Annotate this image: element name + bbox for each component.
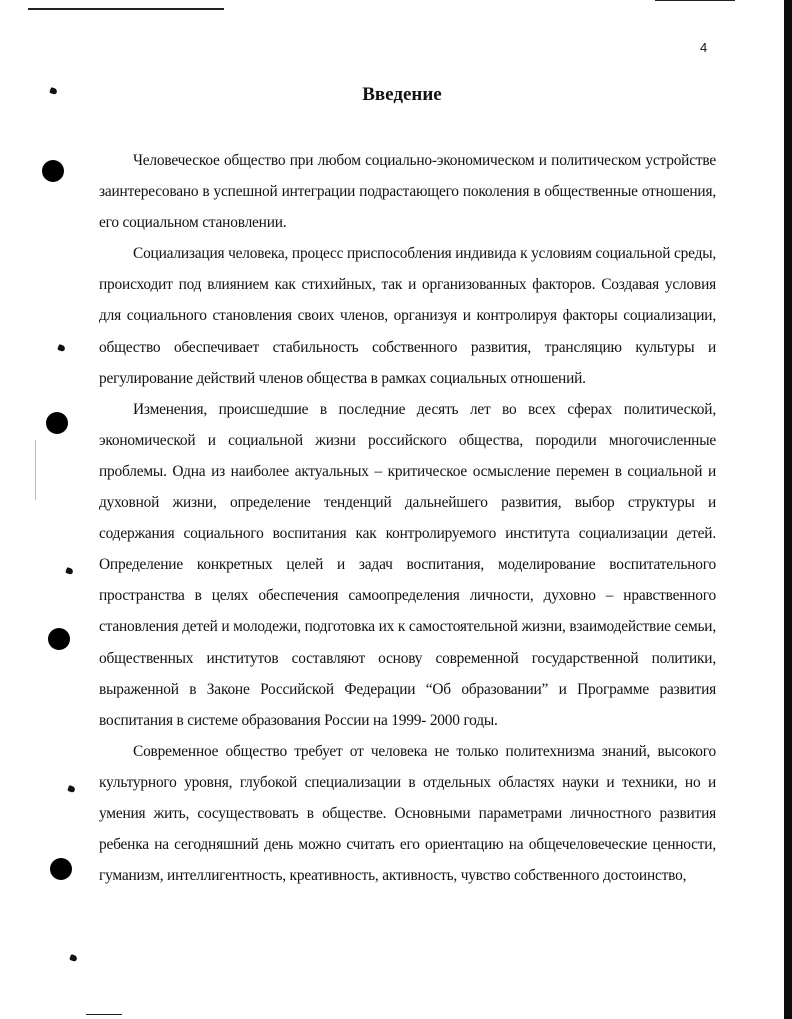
scan-artifact-margin-line (35, 440, 36, 500)
binding-speck (65, 567, 74, 575)
punch-hole (48, 628, 70, 650)
scan-artifact-top-left (28, 8, 224, 10)
punch-hole (42, 160, 64, 182)
paragraph: Социализация человека, процесс приспособления индивида к условиям социальной среды, происходит под влиянием как стихийных, так и организованных факторов. Создавая условия для социального становления своих членов, организуя и контролируя факторы социализации, общество обеспечивает стабильность собственного развития, трансляцию культуры и регулирование действий членов общества в рамках социальных отношений. (99, 245, 716, 387)
scan-artifact-bottom-left (86, 1014, 122, 1015)
paragraph: Изменения, происшедшие в последние десять лет во всех сферах политической, экономической и социальной жизни российского общества, породили многочисленные проблемы. Одна из наиболее актуальных – критическое осмысление перемен в социальной и духовной жизни, определение тенденций дальнейшего развития, выбор структуры и содержания социального воспитания как контролируемого института социализации детей. Определение конкретных целей и задач воспитания, моделирование воспитательного пространства в целях обеспечения самоопределения личности, духовно – нравственного становления детей и молодежи, подготовка их к самостоятельной жизни, взаимодействие семьи, общественных институтов составляют основу современной государственной политики, выраженной в Законе Российской Федерации “Об образовании” и Программе развития воспитания в системе образования России на 1999- 2000 годы. (99, 400, 716, 729)
binding-speck (67, 785, 76, 793)
paragraph: Человеческое общество при любом социально-экономическом и политическом устройстве заинтересовано в успешной интеграции подрастающего поколения в общественные отношения, его социальном становлении. (99, 152, 716, 232)
binding-speck (69, 954, 78, 962)
scan-artifact-top-right (655, 0, 735, 1)
punch-hole (46, 412, 68, 434)
binding-speck (57, 344, 66, 352)
page-title: Введение (362, 84, 442, 105)
body-text (99, 145, 716, 891)
page-number: 4 (700, 40, 708, 55)
punch-hole (50, 858, 72, 880)
paragraph: Современное общество требует от человека не только политехнизма знаний, высокого культурного уровня, глубокой специализации в отдельных областях науки и техники, но и умения жить, сосуществовать в обществе. Основными параметрами личностного развития ребенка на сегодняшний день можно считать его ориентацию на общечеловеческие ценности, гуманизм, интеллигентность, креативность, активность, чувство собственного достоинство, (99, 742, 716, 885)
scan-edge-right (784, 0, 792, 1019)
